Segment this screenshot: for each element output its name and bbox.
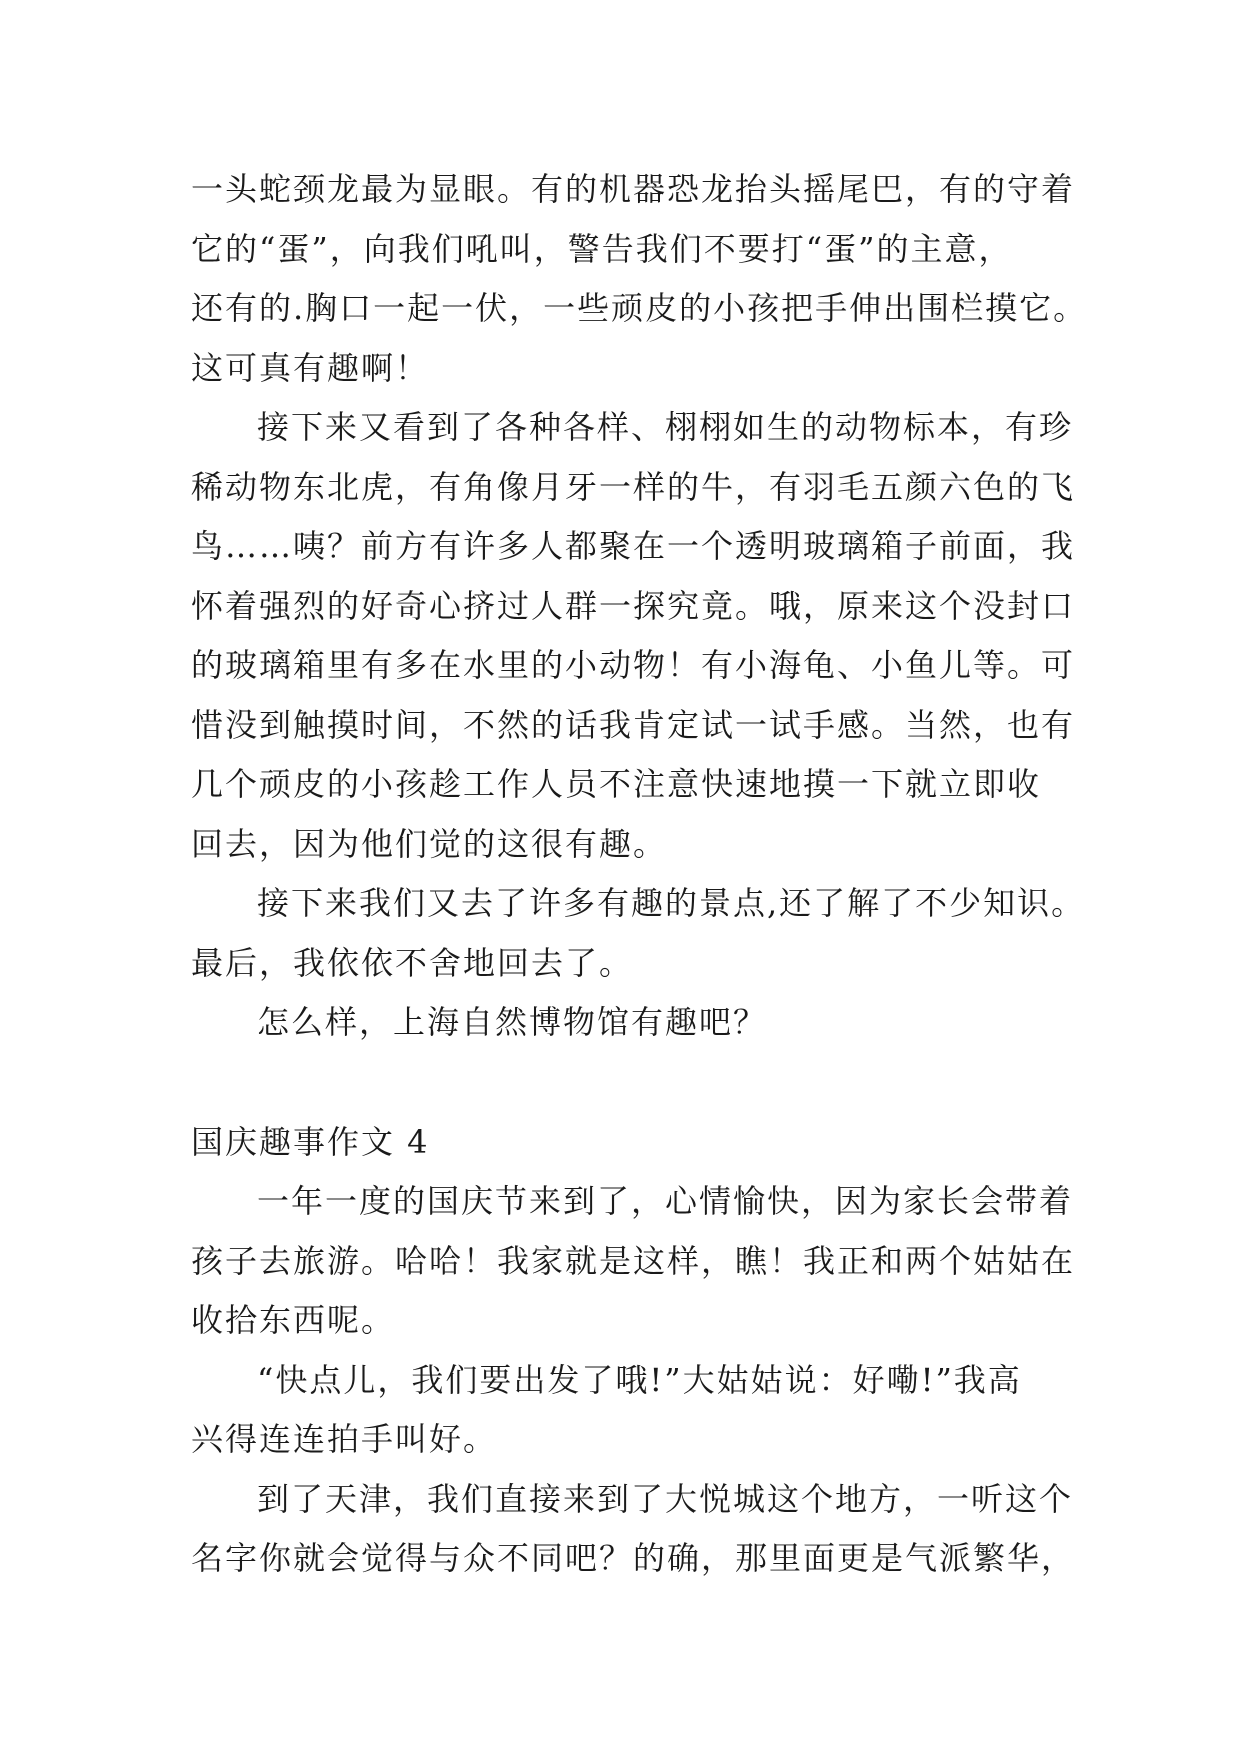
text-line: 惜没到触摸时间，不然的话我肯定试一试手感。当然，也有 — [191, 705, 1076, 744]
text-line: 鸟……咦？前方有许多人都聚在一个透明玻璃箱子前面，我 — [191, 527, 1076, 565]
paragraph-start-line: “快点儿，我们要出发了哦!”大姑姑说：好嘞!”我高 — [257, 1360, 1022, 1399]
text-line: 它的“蛋”，向我们吼叫，警告我们不要打“蛋”的主意， — [191, 229, 1013, 268]
text-line: 的玻璃箱里有多在水里的小动物！有小海龟、小鱼儿等。可 — [191, 646, 1076, 684]
text-line: 名字你就会觉得与众不同吧？的确，那里面更是气派繁华， — [191, 1539, 1076, 1577]
text-line: 稀动物东北虎，有角像月牙一样的牛，有羽毛五颜六色的飞 — [191, 467, 1076, 506]
paragraph-start-line: 接下来我们又去了许多有趣的景点,还了解了不少知识。 — [257, 884, 1086, 922]
text-line: 还有的.胸口一起一伏，一些顽皮的小孩把手伸出围栏摸它。 — [191, 289, 1088, 327]
essay-title: 国庆趣事作文 4 — [191, 1122, 430, 1161]
text-line: 收拾东西呢。 — [191, 1301, 396, 1339]
text-line: 孩子去旅游。哈哈！我家就是这样，瞧！我正和两个姑姑在 — [191, 1241, 1076, 1280]
text-line: 一头蛇颈龙最为显眼。有的机器恐龙抬头摇尾巴，有的守着 — [191, 170, 1076, 208]
text-line: 这可真有趣啊！ — [191, 348, 430, 387]
text-line: 兴得连连拍手叫好。 — [191, 1420, 498, 1458]
section-gap — [191, 1053, 1071, 1113]
paragraph-start-line: 怎么样，上海自然博物馆有趣吧？ — [257, 1003, 768, 1041]
text-line: 回去，因为他们觉的这很有趣。 — [191, 824, 668, 863]
paragraph-start-line: 一年一度的国庆节来到了，心情愉快，因为家长会带着 — [257, 1182, 1074, 1220]
essay-body — [191, 160, 1088, 1589]
text-line: 怀着强烈的好奇心挤过人群一探究竟。哦，原来这个没封口 — [191, 586, 1076, 625]
paragraph-start-line: 接下来又看到了各种各样、栩栩如生的动物标本，有珍 — [257, 408, 1074, 446]
text-line: 最后，我依依不舍地回去了。 — [191, 943, 634, 982]
paragraph-start-line: 到了天津，我们直接来到了大悦城这个地方，一听这个 — [257, 1479, 1074, 1518]
text-line: 几个顽皮的小孩趁工作人员不注意快速地摸一下就立即收 — [191, 765, 1042, 803]
